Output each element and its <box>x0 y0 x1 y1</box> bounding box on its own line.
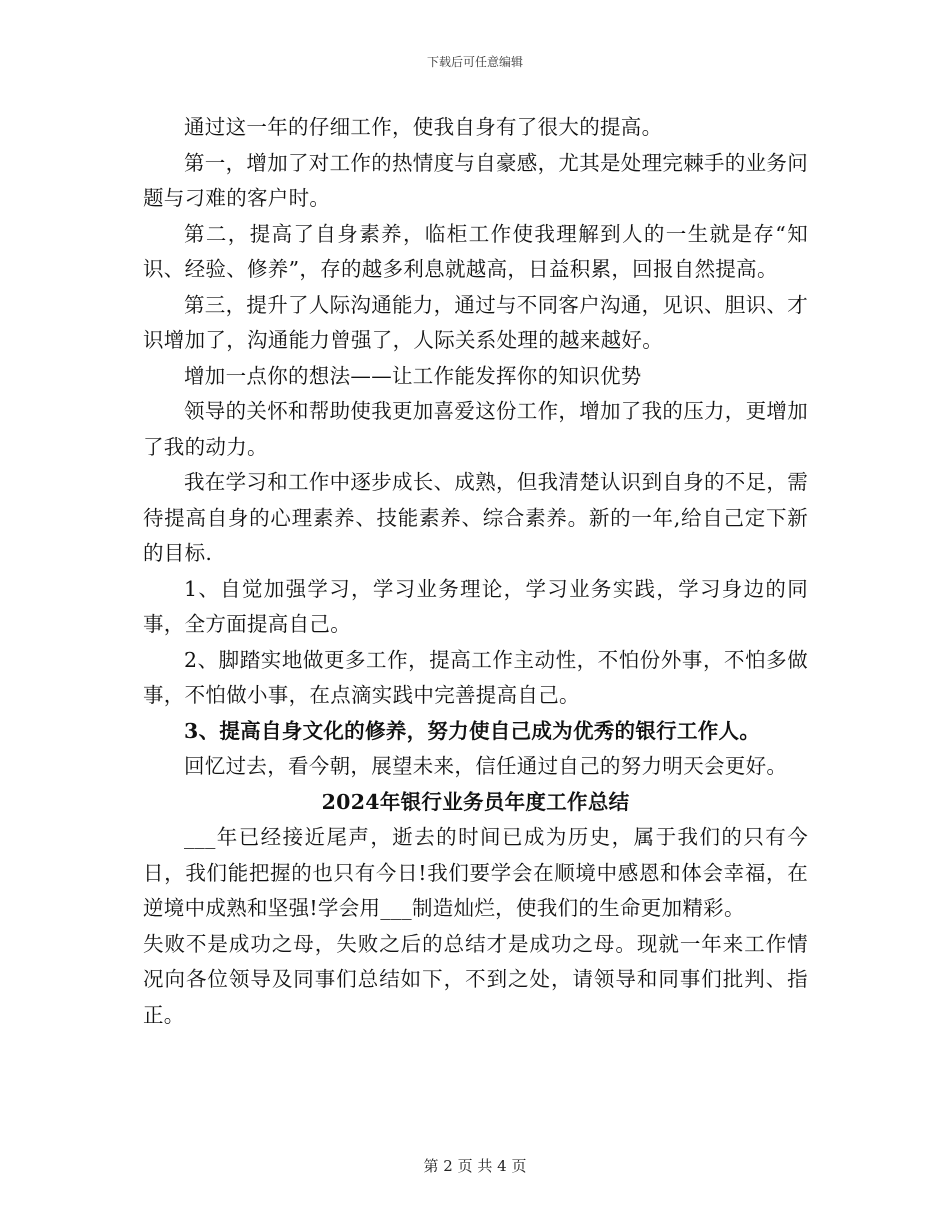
paragraph-idea-heading: 增加一点你的想法——让工作能发挥你的知识优势 <box>184 363 642 388</box>
paragraph-goal-1: 1、自觉加强学习，学习业务理论，学习业务实践，学习身边的同事，全方面提高自己。 <box>143 576 808 636</box>
paragraph-intro: 通过这一年的仔细工作，使我自身有了很大的提高。 <box>184 115 663 139</box>
section-paragraph-summary: 失败不是成功之母，失败之后的总结才是成功之母。现就一年来工作情况向各位领导及同事们总结如下，不到之处，请领导和同事们批判、指正。 <box>143 931 808 1027</box>
paragraph-third-point: 第三，提升了人际沟通能力，通过与不同客户沟通，见识、胆识、才识增加了，沟通能力曾强了，人际关系处理的越来越好。 <box>143 292 808 352</box>
section-title: 2024年银行业务员年度工作总结 <box>321 789 630 814</box>
document-body <box>143 110 808 1033</box>
paragraph-goal-2: 2、脚踏实地做更多工作，提高工作主动性，不怕份外事，不怕多做事，不怕做小事，在点滴实践中完善提高自己。 <box>143 647 808 707</box>
paragraph-growth: 我在学习和工作中逐步成长、成熟，但我清楚认识到自身的不足，需待提高自身的心理素养、技能素养、综合素养。新的一年,给自己定下新的目标. <box>143 470 808 565</box>
page-header: 下载后可任意编辑 <box>426 55 523 69</box>
page-number: 第 2 页 共 4 页 <box>423 1157 527 1175</box>
paragraph-closing: 回忆过去，看今朝，展望未来，信任通过自己的努力明天会更好。 <box>184 754 788 778</box>
section-paragraph-opening: ___年已经接近尾声，逝去的时间已成为历史，属于我们的只有今日，我们能把握的也只有今日!我们要学会在顺境中感恩和体会幸福，在逆境中成熟和坚强!学会用___制造灿烂，使我们的生命更加精彩。 <box>143 825 808 920</box>
paragraph-leadership: 领导的关怀和帮助使我更加喜爱这份工作，增加了我的压力，更增加了我的动力。 <box>143 399 808 459</box>
paragraph-goal-3: 3、提高自身文化的修养，努力使自己成为优秀的银行工作人。 <box>184 718 761 743</box>
paragraph-second-point: 第二，提高了自身素养，临柜工作使我理解到人的一生就是存“知识、经验、修养”，存的越多利息就越高，日益积累，回报自然提高。 <box>143 221 808 281</box>
paragraph-first-point: 第一，增加了对工作的热情度与自豪感，尤其是处理完棘手的业务问题与刁难的客户时。 <box>143 150 808 210</box>
